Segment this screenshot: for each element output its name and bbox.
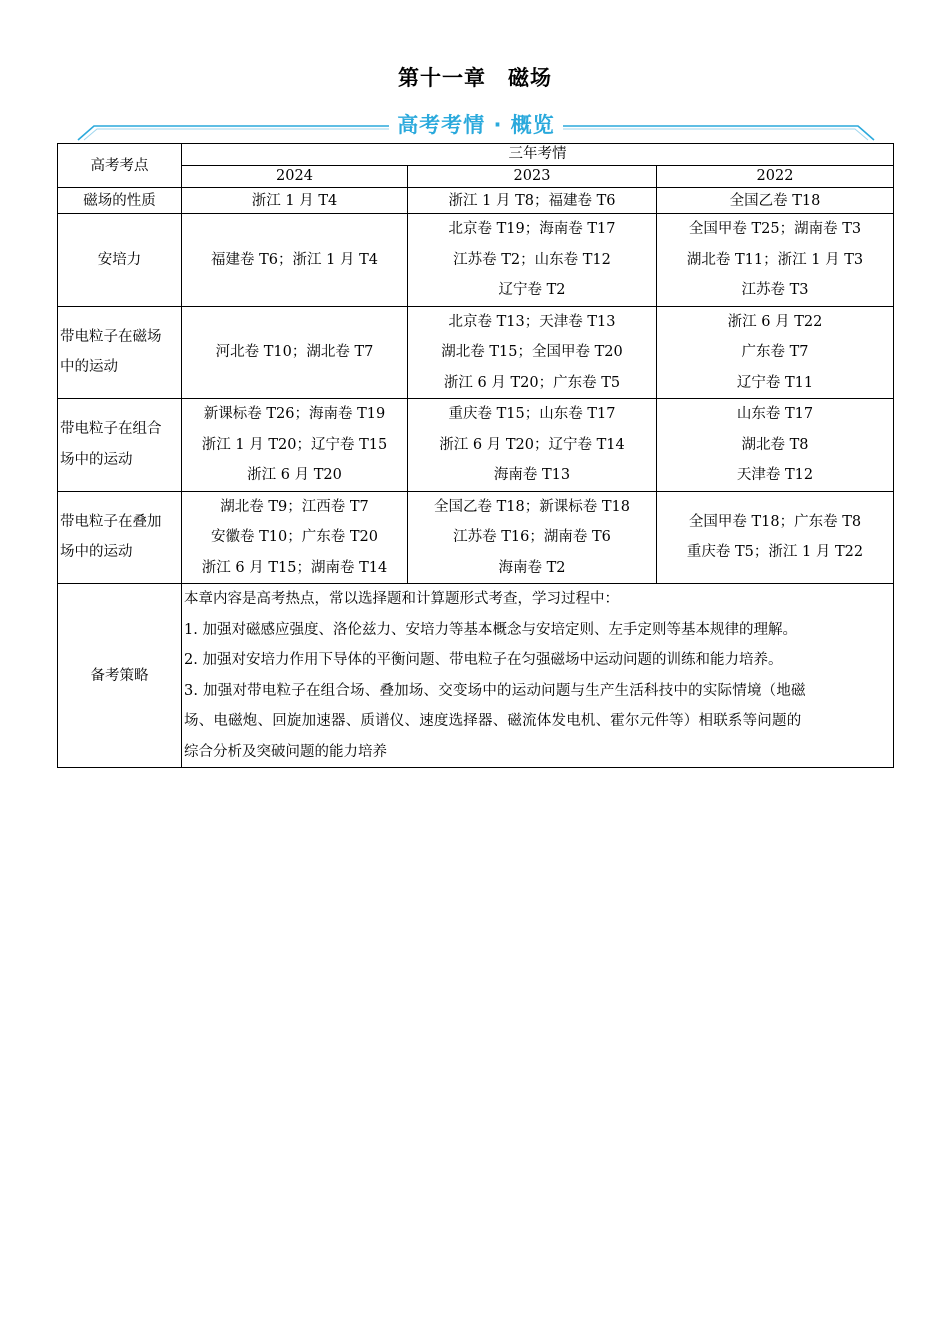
cell-line: 安徽卷 T10；广东卷 T20	[211, 529, 378, 545]
year-row	[58, 166, 894, 188]
cell-line: 浙江 6 月 T20；广东卷 T5	[443, 374, 621, 391]
page-title	[0, 62, 950, 92]
cell-2024: 福建卷 T6；浙江 1 月 T4	[182, 214, 408, 307]
year-2023: 2023	[408, 166, 657, 188]
chapter-number: 第十一章	[398, 66, 486, 90]
cell-2022	[657, 491, 894, 584]
topic-line: 场中的运动	[60, 544, 133, 561]
strategy-line: 3. 加强对带电粒子在组合场、叠加场、交变场中的运动问题与生产生活科技中的实际情境（地磁	[184, 682, 806, 699]
cell-line: 浙江 1 月 T20；辽宁卷 T15	[201, 436, 388, 453]
header-group: 三年考情	[182, 144, 894, 166]
cell-line: 浙江 6 月 T22	[727, 313, 823, 330]
topic-line: 中的运动	[60, 359, 118, 376]
cell-2022	[657, 214, 894, 307]
cell-line: 海南卷 T2	[498, 559, 566, 576]
topic-cell: 安培力	[58, 214, 182, 307]
cell-line: 湖北卷 T9；江西卷 T7	[220, 498, 369, 515]
table-row	[58, 491, 894, 584]
topic-line: 带电粒子在组合	[60, 421, 162, 438]
table-row	[58, 188, 894, 214]
strategy-row	[58, 584, 894, 768]
cell-2023	[408, 214, 657, 307]
cell-2024: 河北卷 T10；湖北卷 T7	[182, 306, 408, 399]
topic-line: 场中的运动	[60, 451, 133, 468]
cell-line: 湖北卷 T11；浙江 1 月 T3	[686, 251, 864, 268]
cell-line: 广东卷 T7	[741, 344, 809, 360]
topic-cell	[58, 306, 182, 399]
cell-line: 北京卷 T19；海南卷 T17	[448, 221, 616, 237]
table-row	[58, 306, 894, 399]
cell-line: 全国甲卷 T18；广东卷 T8	[688, 513, 862, 530]
year-2024: 2024	[182, 166, 408, 188]
header-row	[58, 144, 894, 166]
strategy-line: 本章内容是高考热点，常以选择题和计算题形式考查，学习过程中：	[184, 591, 619, 607]
banner-title: 高考考情 · 概览	[389, 113, 563, 137]
cell-2024	[182, 399, 408, 492]
strategy-line: 场、电磁炮、回旋加速器、质谱仪、速度选择器、磁流体发电机、霍尔元件等）相联系等问题的	[184, 713, 802, 729]
cell-line: 湖北卷 T15；全国甲卷 T20	[441, 344, 623, 360]
cell-2023	[408, 306, 657, 399]
section-banner	[76, 108, 876, 144]
table-row	[58, 214, 894, 307]
cell-line: 浙江 6 月 T20；辽宁卷 T14	[439, 436, 625, 453]
cell-line: 重庆卷 T5；浙江 1 月 T22	[686, 544, 864, 561]
cell-line: 浙江 6 月 T15；湖南卷 T14	[201, 559, 388, 576]
year-2022: 2022	[657, 166, 894, 188]
topic-cell	[58, 491, 182, 584]
cell-line: 辽宁卷 T2	[498, 282, 566, 298]
cell-line: 全国甲卷 T25；湖南卷 T3	[688, 221, 862, 237]
cell-2024	[182, 491, 408, 584]
cell-2022	[657, 306, 894, 399]
topic-cell: 磁场的性质	[58, 188, 182, 214]
cell-line: 重庆卷 T15；山东卷 T17	[448, 406, 616, 422]
chapter-name: 磁场	[508, 66, 552, 90]
cell-line: 江苏卷 T3	[741, 282, 809, 298]
cell-line: 北京卷 T13；天津卷 T13	[448, 313, 616, 330]
strategy-line: 2. 加强对安培力作用下导体的平衡问题、带电粒子在匀强磁场中运动问题的训练和能力培养。	[184, 652, 783, 668]
cell-line: 山东卷 T17	[736, 406, 814, 422]
cell-line: 江苏卷 T2；山东卷 T12	[453, 251, 611, 268]
cell-2022	[657, 399, 894, 492]
topic-line: 带电粒子在磁场	[60, 328, 162, 345]
strategy-line: 1. 加强对磁感应强度、洛伦兹力、安培力等基本概念与安培定则、左手定则等基本规律的理解。	[184, 621, 797, 638]
cell-line: 全国乙卷 T18；新课标卷 T18	[434, 498, 630, 515]
cell-2023	[408, 491, 657, 584]
topic-line: 带电粒子在叠加	[60, 513, 162, 530]
cell-line: 天津卷 T12	[736, 467, 814, 483]
cell-line: 新课标卷 T26；海南卷 T19	[203, 406, 386, 422]
cell-2023	[408, 399, 657, 492]
exam-table	[57, 143, 894, 768]
cell-line: 湖北卷 T8	[741, 436, 809, 453]
header-topic: 高考考点	[58, 144, 182, 188]
cell-2023: 浙江 1 月 T8；福建卷 T6	[408, 188, 657, 214]
strategy-line: 综合分析及突破问题的能力培养	[184, 743, 387, 760]
cell-line: 海南卷 T13	[493, 467, 571, 483]
cell-2022: 全国乙卷 T18	[657, 188, 894, 214]
cell-2024: 浙江 1 月 T4	[182, 188, 408, 214]
cell-line: 江苏卷 T16；湖南卷 T6	[453, 529, 611, 545]
strategy-label: 备考策略	[58, 584, 182, 768]
cell-line: 辽宁卷 T11	[736, 374, 814, 391]
strategy-text	[182, 584, 894, 768]
topic-cell	[58, 399, 182, 492]
table-row	[58, 399, 894, 492]
cell-line: 浙江 6 月 T20	[247, 467, 342, 483]
